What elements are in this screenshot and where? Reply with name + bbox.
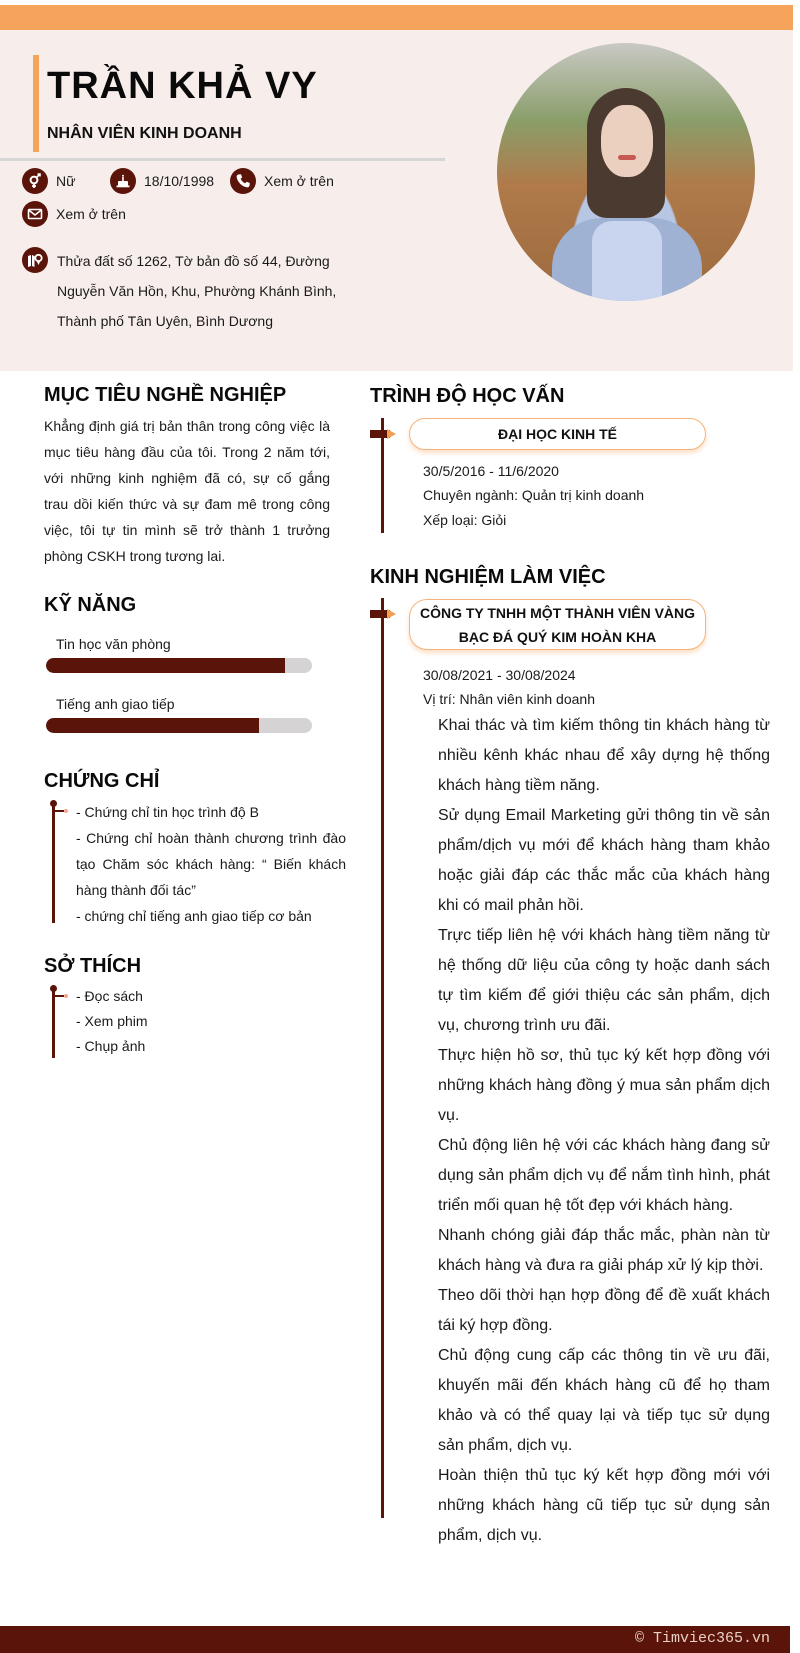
skill-label: Tin học văn phòng [56, 636, 171, 652]
footer [0, 1626, 790, 1653]
hobbies-heading: SỞ THÍCH [44, 955, 142, 977]
footer-copyright[interactable]: © Timviec365.vn [634, 1630, 770, 1647]
education-grade: Xếp loại: Giỏi [423, 512, 507, 528]
contact-phone [230, 168, 334, 194]
timeline-line [52, 989, 55, 1058]
timeline-branch [52, 810, 64, 812]
duty-item: Theo dõi thời hạn hợp đồng để đề xuất khách tái ký hợp đồng. [438, 1287, 770, 1334]
certificates-heading: CHỨNG CHỈ [44, 770, 160, 792]
experience-timeline [381, 598, 384, 1518]
top-accent-bar [0, 5, 793, 30]
duty-item: Chủ động liên hệ với các khách hàng đang sử dụng sản phẩm dịch vụ để nắm tình hình, phát triển mối quan hệ tốt đẹp với khách hàng. [438, 1137, 770, 1214]
skills-heading: KỸ NĂNG [44, 594, 137, 616]
education-period: 30/5/2016 - 11/6/2020 [423, 463, 559, 479]
address-value: Thửa đất số 1262, Tờ bản đồ số 44, Đường Nguyễn Văn Hồn, Khu, Phường Khánh Bình, Thành phố Tân Uyên, Bình Dương [57, 253, 337, 329]
hobbies-list [76, 984, 346, 1059]
phone-icon [230, 168, 256, 194]
name-block [33, 55, 445, 152]
certificate-item: - chứng chỉ tiếng anh giao tiếp cơ bản [76, 908, 312, 924]
education-heading: TRÌNH ĐỘ HỌC VẤN [370, 385, 565, 407]
hobby-item: - Chụp ảnh [76, 1038, 146, 1054]
hobby-item: - Đọc sách [76, 988, 143, 1004]
job-title: NHÂN VIÊN KINH DOANH [47, 125, 242, 142]
avatar [497, 43, 755, 301]
skill-bar-office [46, 658, 312, 673]
timeline-line [52, 804, 55, 923]
hobby-item: - Xem phim [76, 1013, 148, 1029]
candidate-name: TRẦN KHẢ VY [47, 65, 318, 107]
map-pin-icon [22, 247, 48, 273]
education-major: Chuyên ngành: Quản trị kinh doanh [423, 487, 645, 503]
duty-item: Nhanh chóng giải đáp thắc mắc, phàn nàn từ khách hàng và đưa ra giải pháp xử lý kịp thời. [438, 1227, 770, 1274]
certificate-item: - Chứng chỉ tin học trình độ B [76, 804, 259, 820]
timeline-point [64, 994, 68, 998]
name-divider [0, 158, 445, 161]
gender-value: Nữ [56, 173, 76, 189]
objective-heading: MỤC TIÊU NGHỀ NGHIỆP [44, 384, 287, 406]
objective-text: Khẳng định giá trị bản thân trong công việc là mục tiêu hàng đầu của tôi. Trong 2 năm tới, với những kinh nghiệm đã có, sự cố gắng trau dồi kiến thức và sự đam mê trong công việc, tôi tự tin mình sẽ trở thành 1 trưởng phòng CSKH trong tương lai. [44, 418, 330, 564]
duty-item: Trực tiếp liên hệ với khách hàng tiềm năng từ hệ thống dữ liệu của công ty hoặc danh sách tự tìm kiếm để giới thiệu các sản phẩm, dịch vụ, chương trình ưu đãi. [438, 927, 770, 1034]
school-name: ĐẠI HỌC KINH TẾ [409, 418, 706, 450]
company-name: CÔNG TY TNHH MỘT THÀNH VIÊN VÀNG BẠC ĐÁ QUÝ KIM HOÀN KHA [409, 599, 706, 650]
skill-fill [46, 658, 285, 673]
experience-position: Vị trí: Nhân viên kinh doanh [423, 691, 595, 707]
contact-gender [22, 168, 75, 194]
timeline-point [64, 809, 68, 813]
duty-item: Khai thác và tìm kiếm thông tin khách hàng từ nhiều kênh khác nhau để xây dựng hệ thống khách hàng tiềm năng. [438, 717, 770, 794]
birthday-cake-icon [110, 168, 136, 194]
duty-item: Thực hiện hồ sơ, thủ tục ký kết hợp đồng với những khách hàng đồng ý mua sản phẩm dịch vụ. [438, 1047, 770, 1124]
certificates-list [76, 799, 346, 929]
duty-item: Hoàn thiện thủ tục ký kết hợp đồng mới với những khách hàng cũ tiếp tục sử dụng sản phẩm, dịch vụ. [438, 1467, 770, 1544]
email-icon [22, 201, 48, 227]
email-value: Xem ở trên [56, 206, 126, 222]
timeline-branch [52, 995, 64, 997]
timeline-arrow [387, 609, 396, 619]
experience-period: 30/08/2021 - 30/08/2024 [423, 667, 576, 683]
duty-item: Chủ động cung cấp các thông tin về ưu đãi, khuyến mãi đến khách hàng cũ để họ tham khảo và có thể quay lại và tiếp tục sử dụng sản phẩm, dịch vụ. [438, 1347, 770, 1454]
skill-bar-english [46, 718, 312, 733]
skill-fill [46, 718, 259, 733]
contact-email [22, 201, 126, 227]
skill-label: Tiếng anh giao tiếp [56, 696, 175, 712]
gender-icon [22, 168, 48, 194]
experience-heading: KINH NGHIỆM LÀM VIỆC [370, 566, 606, 588]
certificate-item: - Chứng chỉ hoàn thành chương trình đào tạo Chăm sóc khách hàng: “ Biến khách hàng thành đối tác” [76, 830, 346, 898]
phone-value: Xem ở trên [264, 173, 334, 189]
timeline-arrow [387, 429, 396, 439]
contact-birthday [110, 168, 214, 194]
birthday-value: 18/10/1998 [144, 173, 215, 189]
duty-item: Sử dụng Email Marketing gửi thông tin về sản phẩm/dịch vụ mới để khách hàng tham khảo hoặc giải đáp các thắc mắc của khách hàng khi có mail phản hồi. [438, 807, 770, 914]
duties-list [438, 711, 770, 1551]
